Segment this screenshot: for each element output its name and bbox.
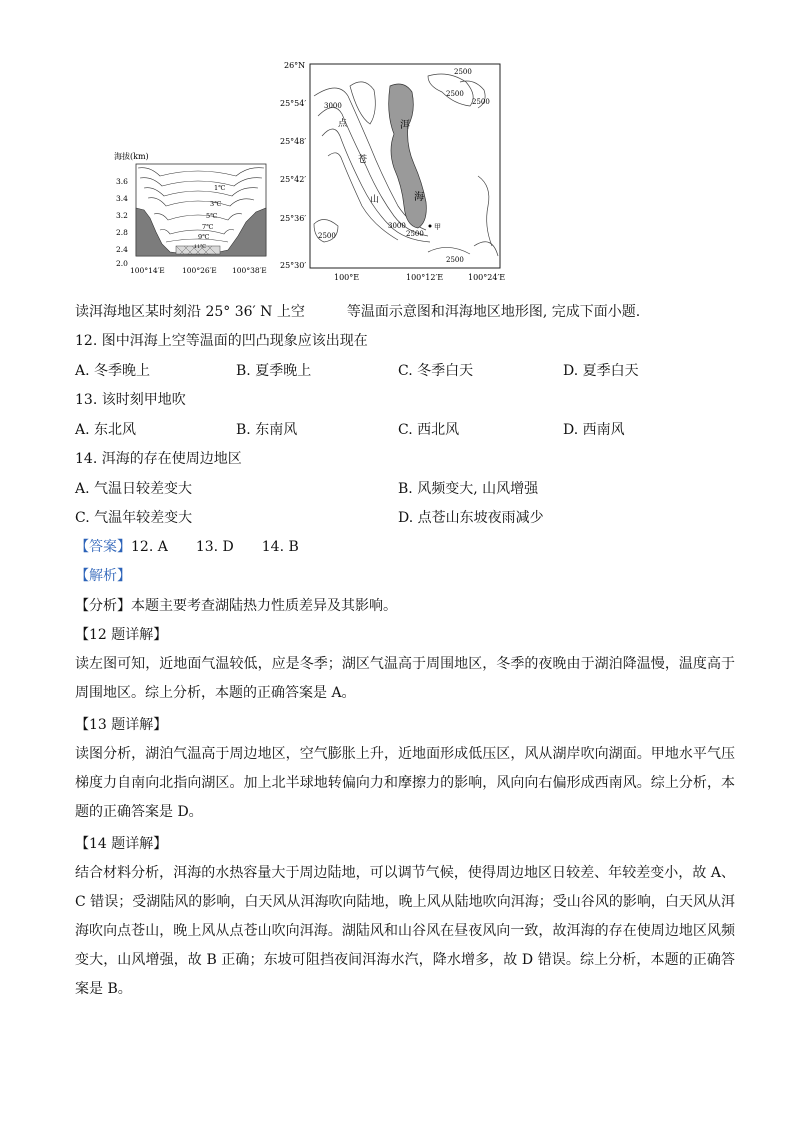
contour-label: 2500 xyxy=(472,98,490,106)
question-13-option-b[interactable]: B. 东南风 xyxy=(236,422,298,438)
erhai-lake xyxy=(389,84,427,228)
question-14-option-d[interactable]: D. 点苍山东坡夜雨减少 xyxy=(398,510,544,526)
isotherm-label: 1℃ xyxy=(214,184,226,192)
answer-text: 12. A 13. D 14. B xyxy=(131,539,299,555)
contour-label: 2500 xyxy=(318,232,336,240)
y-tick: 2.0 xyxy=(116,259,128,268)
question-12-stem: 12. 图中洱海上空等温面的凹凸现象应该出现在 xyxy=(75,333,368,349)
analysis-text: 本题主要考查湖陆热力性质差异及其影响。 xyxy=(131,598,397,614)
y-tick: 3.2 xyxy=(116,211,128,220)
point-jia-marker xyxy=(429,225,432,228)
x-tick: 100°26′E xyxy=(182,266,217,275)
contour-label: 3000 xyxy=(388,222,406,230)
lat-tick: 25°48′ xyxy=(280,137,307,146)
question-14-option-a[interactable]: A. 气温日较差变大 xyxy=(75,481,193,497)
question-14-option-b[interactable]: B. 风频变大, 山风增强 xyxy=(398,481,539,497)
y-tick: 3.6 xyxy=(116,177,128,186)
lake-label: 海 xyxy=(414,192,424,203)
erhai-topographic-map xyxy=(278,56,518,286)
point-jia-label: 甲 xyxy=(434,223,441,231)
isotherm-label: 7℃ xyxy=(202,223,214,231)
isotherm-label: 9℃ xyxy=(198,233,210,241)
question-13-stem: 13. 该时刻甲地吹 xyxy=(75,392,186,408)
contour-label: 3000 xyxy=(324,102,342,110)
mountain-label: 山 xyxy=(370,195,380,205)
y-tick: 3.4 xyxy=(116,194,128,203)
detail-14-text: 结合材料分析，洱海的水热容量大于周边陆地，可以调节气候，使得周边地区日较差、年较差变小，故 A、C 错误；受湖陆风的影响，白天风从洱海吹向陆地，晚上风从陆地吹向洱海；受山谷风的影响，白天风从洱海吹向点苍山，晚上风从点苍山吹向洱海。湖陆风和山谷风在昼夜风向一致，故洱海的存在使周边地区风频变大，山风增强，故 B 正确；东坡可阻挡夜间洱海水汽，降水增多，故 D 错误。综上分析，本题的正确答案是 B。 xyxy=(75,865,735,997)
y-axis-title: 海拔(km) xyxy=(114,152,149,161)
question-13-option-a[interactable]: A. 东北风 xyxy=(75,422,137,438)
contour-label: 2500 xyxy=(406,230,424,238)
detail-12-heading: 【12 题详解】 xyxy=(75,627,168,643)
contour-label: 2500 xyxy=(454,68,472,76)
lon-tick: 100°24′E xyxy=(468,273,506,282)
detail-12-text: 读左图可知，近地面气温较低，应是冬季；湖区气温高于周围地区，冬季的夜晚由于湖泊降温慢，温度高于周围地区。综上分析，本题的正确答案是 A。 xyxy=(75,656,735,701)
question-13-option-d[interactable]: D. 西南风 xyxy=(563,422,625,438)
question-12-option-a[interactable]: A. 冬季晚上 xyxy=(75,363,151,379)
contour-label: 2500 xyxy=(446,90,464,98)
lake-label: 洱 xyxy=(400,120,410,131)
lat-tick: 25°36′ xyxy=(280,214,307,223)
lon-tick: 100°E xyxy=(334,273,360,282)
answer-label: 【答案】 xyxy=(75,539,131,555)
lat-tick: 26°N xyxy=(284,61,306,70)
x-tick: 100°38′E xyxy=(232,266,267,275)
mountain-label: 苍 xyxy=(358,155,368,165)
isotherm-label: 3℃ xyxy=(210,200,222,208)
y-tick: 2.4 xyxy=(116,245,128,254)
analysis-line xyxy=(75,596,397,616)
analysis-label: 【分析】 xyxy=(75,598,131,614)
question-12-option-d[interactable]: D. 夏季白天 xyxy=(563,363,639,379)
contour-label: 2500 xyxy=(446,256,464,264)
detail-13-heading: 【13 题详解】 xyxy=(75,717,168,733)
detail-13-text: 读图分析，湖泊气温高于周边地区，空气膨胀上升，近地面形成低压区，风从湖岸吹向湖面。甲地水平气压梯度力自南向北指向湖区。加上北半球地转偏向力和摩擦力的影响，风向向右偏形成西南风。综上分析，本题的正确答案是 D。 xyxy=(75,746,735,820)
isotherm-cross-section-figure xyxy=(110,148,280,276)
question-14-stem: 14. 洱海的存在使周边地区 xyxy=(75,451,242,467)
isotherm-label: 5℃ xyxy=(206,212,218,220)
analysis-heading: 【解析】 xyxy=(75,568,131,584)
lat-tick: 25°30′ xyxy=(280,261,307,270)
mountain-label: 点 xyxy=(338,119,348,129)
question-14-option-c[interactable]: C. 气温年较差变大 xyxy=(75,510,193,526)
lat-tick: 25°54′ xyxy=(280,99,307,108)
lon-tick: 100°12′E xyxy=(406,273,444,282)
lat-tick: 25°42′ xyxy=(280,175,307,184)
question-12-option-c[interactable]: C. 冬季白天 xyxy=(398,363,474,379)
intro-text: 读洱海地区某时刻沿 25° 36′ N 上空 等温面示意图和洱海地区地形图, 完成下面小题. xyxy=(75,304,641,320)
x-tick: 100°14′E xyxy=(130,266,165,275)
question-12-option-b[interactable]: B. 夏季晚上 xyxy=(236,363,312,379)
y-tick: 2.8 xyxy=(116,228,128,237)
question-13-option-c[interactable]: C. 西北风 xyxy=(398,422,460,438)
detail-14-heading: 【14 题详解】 xyxy=(75,836,168,852)
answer-line xyxy=(75,537,299,557)
isotherm-label: 11℃ xyxy=(194,244,206,250)
